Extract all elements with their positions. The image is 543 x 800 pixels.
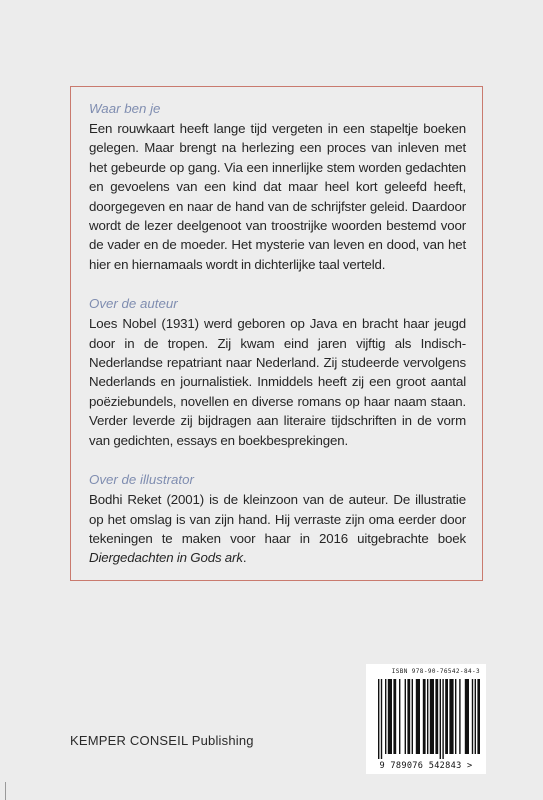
section-body bbox=[89, 314, 466, 450]
barcode-bar bbox=[442, 679, 443, 759]
barcode-bar bbox=[405, 679, 406, 754]
barcode-bar bbox=[399, 679, 400, 754]
barcode-bar bbox=[445, 679, 448, 754]
page-edge-mark bbox=[5, 782, 6, 800]
barcode-bar bbox=[465, 679, 469, 754]
barcode-bar bbox=[459, 679, 460, 754]
barcode-bar bbox=[412, 679, 413, 754]
barcode-bar bbox=[440, 679, 441, 759]
section-title: Over de auteur bbox=[89, 296, 178, 312]
book-title-italic: Diergedachten in Gods ark bbox=[89, 550, 243, 566]
barcode-bar bbox=[477, 679, 480, 754]
section-over-de-illustrator bbox=[89, 471, 466, 568]
barcode-bar bbox=[378, 679, 379, 759]
section-over-de-auteur bbox=[89, 295, 466, 450]
barcode-bar bbox=[435, 679, 438, 754]
publisher-name: KEMPER CONSEIL Publishing bbox=[70, 733, 254, 748]
barcode-bar bbox=[388, 679, 392, 754]
blurb-frame bbox=[70, 86, 483, 581]
barcode-digits: 9 789076 542843 > bbox=[379, 761, 473, 771]
isbn-barcode bbox=[366, 664, 486, 774]
section-title: Over de illustrator bbox=[89, 472, 194, 488]
section-body bbox=[89, 490, 466, 568]
body-text: . bbox=[242, 550, 247, 566]
barcode-bar bbox=[472, 679, 473, 754]
barcode-bar bbox=[455, 679, 456, 754]
barcode-bar bbox=[430, 679, 434, 754]
barcode-bar bbox=[423, 679, 426, 754]
body-text: Loes Nobel (1931) werd geboren op Java en bracht haar jeugd door in de tropen. Zij kwam eind jaren vijftig als Indisch-Nederlandse repatriant naar Nederland. Zij studeerde vervolgens Nederlands en journalistiek. Inmiddels heeft zij een groot aantal poëziebundels, novellen en diverse romans op haar naam staan. Verder leverde zij bijdragen aan literaire tijdschriften in de vorm van gedichten, essays en boekbesprekingen. bbox=[89, 316, 466, 448]
barcode-bar bbox=[385, 679, 386, 754]
barcode-bar bbox=[407, 679, 410, 754]
barcode-bar bbox=[416, 679, 420, 754]
barcode-graphic bbox=[372, 679, 480, 771]
barcode-bar bbox=[475, 679, 476, 754]
section-waar-ben-je bbox=[89, 100, 466, 274]
body-text: Bodhi Reket (2001) is de kleinzoon van de auteur. De illustratie op het omslag is van zijn hand. Hij verraste zijn oma eerder door tekeningen te maken voor haar in 2016 uitgebrachte boek bbox=[89, 492, 466, 546]
section-title: Waar ben je bbox=[89, 101, 161, 116]
barcode-bar bbox=[449, 679, 453, 754]
barcode-bar bbox=[427, 679, 428, 754]
barcode-bar bbox=[381, 679, 382, 759]
isbn-label: ISBN 978-90-76542-84-3 bbox=[391, 668, 480, 675]
section-body bbox=[89, 119, 466, 274]
body-text: Een rouwkaart heeft lange tijd vergeten in een stapeltje boeken gelegen. Maar brengt na herlezing een proces van inleven met het gebeurde op gang. Via een innerlijke stem worden gedachten en gevoelens van een kind dat maar heel kort geleefd heeft, doorgegeven en naar de hand van de schrijfster geleid. Daardoor wordt de lezer deelgenoot van troostrijke woorden bestemd voor de vader en de moeder. Het mysterie van leven en dood, van het hier en hiernamaals wordt in dichterlijke taal verteld. bbox=[89, 121, 466, 272]
barcode-bar bbox=[393, 679, 396, 754]
